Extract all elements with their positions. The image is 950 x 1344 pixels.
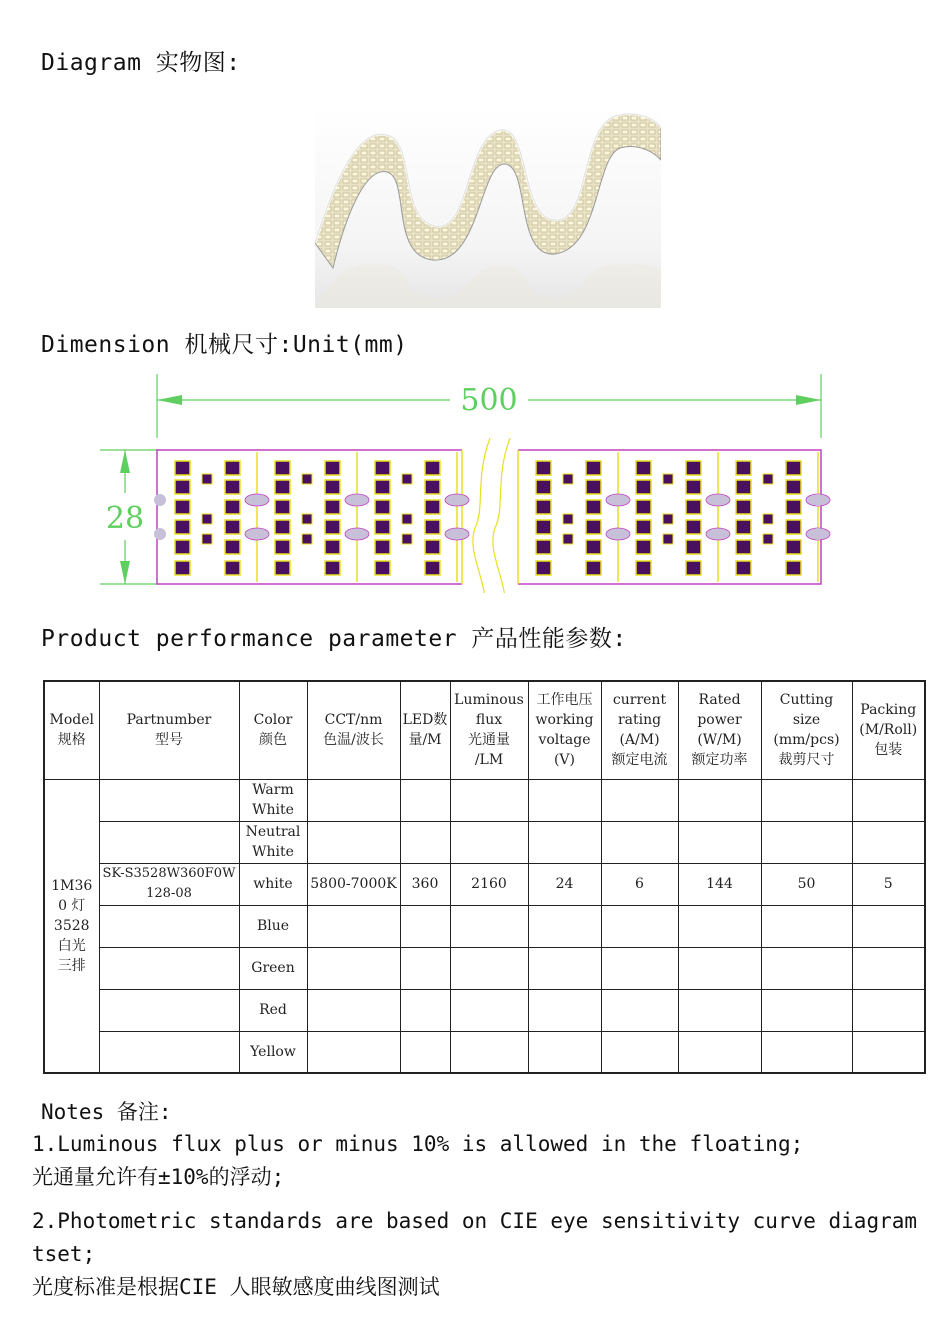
resistor — [763, 534, 773, 544]
led-chip — [375, 461, 390, 475]
header-line: Rated — [698, 692, 741, 709]
header-line: 裁剪尺寸 — [778, 752, 835, 769]
led-chip — [325, 480, 340, 494]
led-cell — [400, 947, 450, 989]
led-chip — [425, 540, 440, 554]
header-line: 量/M — [408, 732, 442, 749]
solder-pad — [706, 528, 730, 540]
partnumber-cell — [99, 1031, 239, 1073]
header-cell — [852, 681, 925, 779]
resistor — [563, 514, 573, 524]
solder-pad — [445, 528, 469, 540]
resistor — [302, 514, 312, 524]
cutting-cell — [761, 779, 852, 821]
voltage-cell — [528, 947, 601, 989]
resistor — [402, 474, 412, 484]
table-row — [44, 947, 925, 989]
header-line: 色温/波长 — [323, 732, 384, 749]
led-strip-outline — [154, 438, 830, 593]
color-cell: white — [239, 863, 307, 905]
spec-table — [43, 680, 926, 1074]
table-row — [44, 1031, 925, 1073]
flux-cell — [450, 947, 528, 989]
led-chip — [275, 561, 290, 575]
header-cell — [239, 681, 307, 779]
packing-cell — [852, 989, 925, 1031]
table-row — [44, 905, 925, 947]
note-2-cn: 光度标准是根据CIE 人眼敏感度曲线图测试 — [32, 1275, 440, 1299]
led-chip — [425, 561, 440, 575]
led-chip — [686, 500, 701, 514]
end-pad — [812, 494, 824, 506]
voltage-cell: 24 — [528, 863, 601, 905]
power-cell — [678, 779, 761, 821]
voltage-cell — [528, 821, 601, 863]
led-strip-photo — [315, 108, 661, 308]
power-cell: 144 — [678, 863, 761, 905]
solder-pad — [706, 494, 730, 506]
header-line: (A/M) — [619, 732, 660, 749]
cct-cell — [307, 821, 400, 863]
led-chip — [686, 540, 701, 554]
led-chip — [325, 461, 340, 475]
resistor — [563, 534, 573, 544]
note-1-en: 1.Luminous flux plus or minus 10% is allowed in the floating; — [32, 1132, 804, 1156]
led-chip — [375, 500, 390, 514]
length-label: 500 — [460, 383, 518, 418]
power-cell — [678, 905, 761, 947]
led-chip — [425, 480, 440, 494]
partnumber-cell — [99, 905, 239, 947]
color-cell: Red — [239, 989, 307, 1031]
strip-break — [462, 447, 518, 587]
power-cell — [678, 1031, 761, 1073]
led-chip — [325, 561, 340, 575]
header-line: voltage — [538, 732, 591, 749]
packing-cell — [852, 779, 925, 821]
header-cell — [44, 681, 99, 779]
header-line: 额定功率 — [691, 752, 748, 769]
led-chip — [225, 480, 240, 494]
current-cell: 6 — [601, 863, 678, 905]
cutting-cell — [761, 1031, 852, 1073]
led-chip — [586, 520, 601, 534]
led-chip — [375, 520, 390, 534]
header-line: CCT/nm — [324, 712, 383, 729]
partnumber-cell — [99, 947, 239, 989]
led-chip — [736, 500, 751, 514]
led-chip — [175, 480, 190, 494]
flux-cell — [450, 1031, 528, 1073]
dimension-drawing — [90, 368, 840, 593]
color-cell: Neutral White — [239, 821, 307, 863]
table-row — [44, 779, 925, 821]
header-line: (mm/pcs) — [773, 732, 840, 749]
note-2 — [32, 1205, 927, 1304]
voltage-cell — [528, 989, 601, 1031]
header-line: Partnumber — [126, 712, 212, 729]
resistor — [202, 534, 212, 544]
current-cell — [601, 1031, 678, 1073]
header-line: 包装 — [874, 742, 903, 759]
solder-pad — [245, 528, 269, 540]
cct-cell — [307, 905, 400, 947]
led-cell — [400, 779, 450, 821]
led-chip — [786, 500, 801, 514]
led-chip — [586, 540, 601, 554]
led-chip — [425, 500, 440, 514]
led-cell — [400, 905, 450, 947]
led-chip — [536, 500, 551, 514]
led-chip — [275, 500, 290, 514]
header-cell — [99, 681, 239, 779]
packing-cell: 5 — [852, 863, 925, 905]
led-chip — [536, 480, 551, 494]
flux-cell: 2160 — [450, 863, 528, 905]
cutting-cell — [761, 905, 852, 947]
led-chip — [786, 461, 801, 475]
table-row — [44, 989, 925, 1031]
led-chip — [686, 480, 701, 494]
led-chip — [275, 520, 290, 534]
led-chip — [325, 540, 340, 554]
header-line: power — [697, 712, 742, 729]
power-cell — [678, 947, 761, 989]
header-line: 工作电压 — [536, 692, 593, 709]
led-chip — [786, 480, 801, 494]
led-cell — [400, 821, 450, 863]
end-pad — [154, 528, 166, 540]
header-cell — [678, 681, 761, 779]
led-chip — [225, 520, 240, 534]
header-line: current — [612, 692, 667, 709]
led-cell — [400, 1031, 450, 1073]
diagram-heading: Diagram 实物图: — [41, 50, 241, 76]
led-chip — [225, 540, 240, 554]
led-chip — [536, 520, 551, 534]
resistor — [663, 474, 673, 484]
led-chip — [586, 461, 601, 475]
led-chip — [636, 561, 651, 575]
led-chip — [586, 500, 601, 514]
led-chip — [636, 461, 651, 475]
end-pad — [154, 494, 166, 506]
header-line: LED数 — [402, 712, 448, 729]
cct-cell — [307, 989, 400, 1031]
led-chip — [736, 480, 751, 494]
header-line: (W/M) — [697, 732, 742, 749]
header-cell — [307, 681, 400, 779]
led-chip — [175, 500, 190, 514]
table-row — [44, 821, 925, 863]
solder-pad — [345, 528, 369, 540]
resistor — [663, 534, 673, 544]
led-chip — [636, 540, 651, 554]
solder-pad — [606, 528, 630, 540]
header-line: size — [792, 712, 821, 729]
current-cell — [601, 905, 678, 947]
flux-cell — [450, 779, 528, 821]
header-line: (V) — [553, 752, 576, 769]
current-cell — [601, 779, 678, 821]
performance-heading: Product performance parameter 产品性能参数: — [41, 626, 627, 652]
led-chip — [375, 561, 390, 575]
header-line: Cutting — [779, 692, 834, 709]
current-cell — [601, 989, 678, 1031]
led-chip — [786, 520, 801, 534]
color-cell: Green — [239, 947, 307, 989]
led-chip — [175, 561, 190, 575]
led-chip — [586, 480, 601, 494]
solder-pad — [345, 494, 369, 506]
voltage-cell — [528, 1031, 601, 1073]
led-chip — [736, 540, 751, 554]
led-chip — [686, 461, 701, 475]
led-chip — [175, 520, 190, 534]
solder-pad — [606, 494, 630, 506]
power-cell — [678, 821, 761, 863]
led-chip — [325, 520, 340, 534]
cutting-cell: 50 — [761, 863, 852, 905]
voltage-cell — [528, 779, 601, 821]
led-chip — [375, 540, 390, 554]
flux-cell — [450, 821, 528, 863]
led-chip — [736, 520, 751, 534]
header-line: Color — [253, 712, 293, 729]
led-chip — [225, 461, 240, 475]
packing-cell — [852, 905, 925, 947]
current-cell — [601, 947, 678, 989]
resistor — [663, 514, 673, 524]
header-line: (M/Roll) — [859, 722, 918, 739]
header-line: flux — [475, 712, 503, 729]
resistor — [763, 474, 773, 484]
led-chip — [536, 561, 551, 575]
model-cell: 1M360 灯 3528 白光 三排 — [44, 779, 99, 1073]
header-line: Luminous — [454, 692, 524, 709]
resistor — [402, 534, 412, 544]
led-cell — [400, 989, 450, 1031]
led-chip — [275, 461, 290, 475]
width-label: 28 — [105, 501, 145, 536]
flux-cell — [450, 905, 528, 947]
dimension-heading: Dimension 机械尺寸:Unit(mm) — [41, 332, 408, 358]
led-chip — [536, 540, 551, 554]
led-chip — [225, 561, 240, 575]
led-chip — [686, 520, 701, 534]
header-cell — [528, 681, 601, 779]
header-cell — [400, 681, 450, 779]
led-chip — [786, 561, 801, 575]
table-header-row — [44, 681, 925, 779]
partnumber-cell — [99, 989, 239, 1031]
cutting-cell — [761, 947, 852, 989]
header-line: rating — [617, 712, 662, 729]
led-chip — [636, 500, 651, 514]
partnumber-cell — [99, 779, 239, 821]
led-chip — [536, 461, 551, 475]
header-line: 颜色 — [259, 732, 287, 749]
header-cell — [601, 681, 678, 779]
flux-cell — [450, 989, 528, 1031]
table-row — [44, 863, 925, 905]
led-chip — [275, 480, 290, 494]
header-cell — [761, 681, 852, 779]
led-chip — [375, 480, 390, 494]
led-chip — [686, 561, 701, 575]
led-chip — [175, 540, 190, 554]
led-chip — [175, 461, 190, 475]
led-chip — [736, 561, 751, 575]
end-pad — [812, 528, 824, 540]
header-line: /LM — [474, 752, 504, 769]
color-cell: Warm White — [239, 779, 307, 821]
partnumber-cell: SK-S3528W360F0W 128-08 — [99, 863, 239, 905]
packing-cell — [852, 947, 925, 989]
led-chip — [636, 480, 651, 494]
cct-cell — [307, 779, 400, 821]
resistor — [402, 514, 412, 524]
resistor — [302, 534, 312, 544]
led-chip — [225, 500, 240, 514]
led-chip — [275, 540, 290, 554]
led-chip — [636, 520, 651, 534]
cct-cell — [307, 1031, 400, 1073]
note-1 — [32, 1128, 927, 1194]
header-line: 额定电流 — [611, 752, 668, 769]
resistor — [302, 474, 312, 484]
led-cell: 360 — [400, 863, 450, 905]
header-cell — [450, 681, 528, 779]
note-2-en: 2.Photometric standards are based on CIE eye sensitivity curve diagram tset; — [32, 1209, 918, 1266]
header-line: Model — [49, 712, 94, 729]
resistor — [563, 474, 573, 484]
led-chip — [586, 561, 601, 575]
partnumber-cell — [99, 821, 239, 863]
header-line: working — [535, 712, 594, 729]
solder-pad — [245, 494, 269, 506]
power-cell — [678, 989, 761, 1031]
note-1-cn: 光通量允许有±10%的浮动; — [32, 1165, 285, 1189]
resistor — [202, 514, 212, 524]
packing-cell — [852, 1031, 925, 1073]
cct-cell — [307, 947, 400, 989]
resistor — [763, 514, 773, 524]
cct-cell: 5800-7000K — [307, 863, 400, 905]
led-chip — [425, 461, 440, 475]
header-line: 型号 — [155, 732, 183, 749]
cutting-cell — [761, 989, 852, 1031]
color-cell: Blue — [239, 905, 307, 947]
header-line: 光通量 — [468, 732, 510, 749]
current-cell — [601, 821, 678, 863]
notes-title: Notes 备注: — [41, 1100, 172, 1124]
cutting-cell — [761, 821, 852, 863]
solder-pad — [445, 494, 469, 506]
led-chip — [786, 540, 801, 554]
header-line: Packing — [860, 702, 917, 719]
led-chip — [425, 520, 440, 534]
header-line: 规格 — [57, 732, 86, 749]
voltage-cell — [528, 905, 601, 947]
color-cell: Yellow — [239, 1031, 307, 1073]
led-chip — [325, 500, 340, 514]
resistor — [202, 474, 212, 484]
packing-cell — [852, 821, 925, 863]
led-chip — [736, 461, 751, 475]
